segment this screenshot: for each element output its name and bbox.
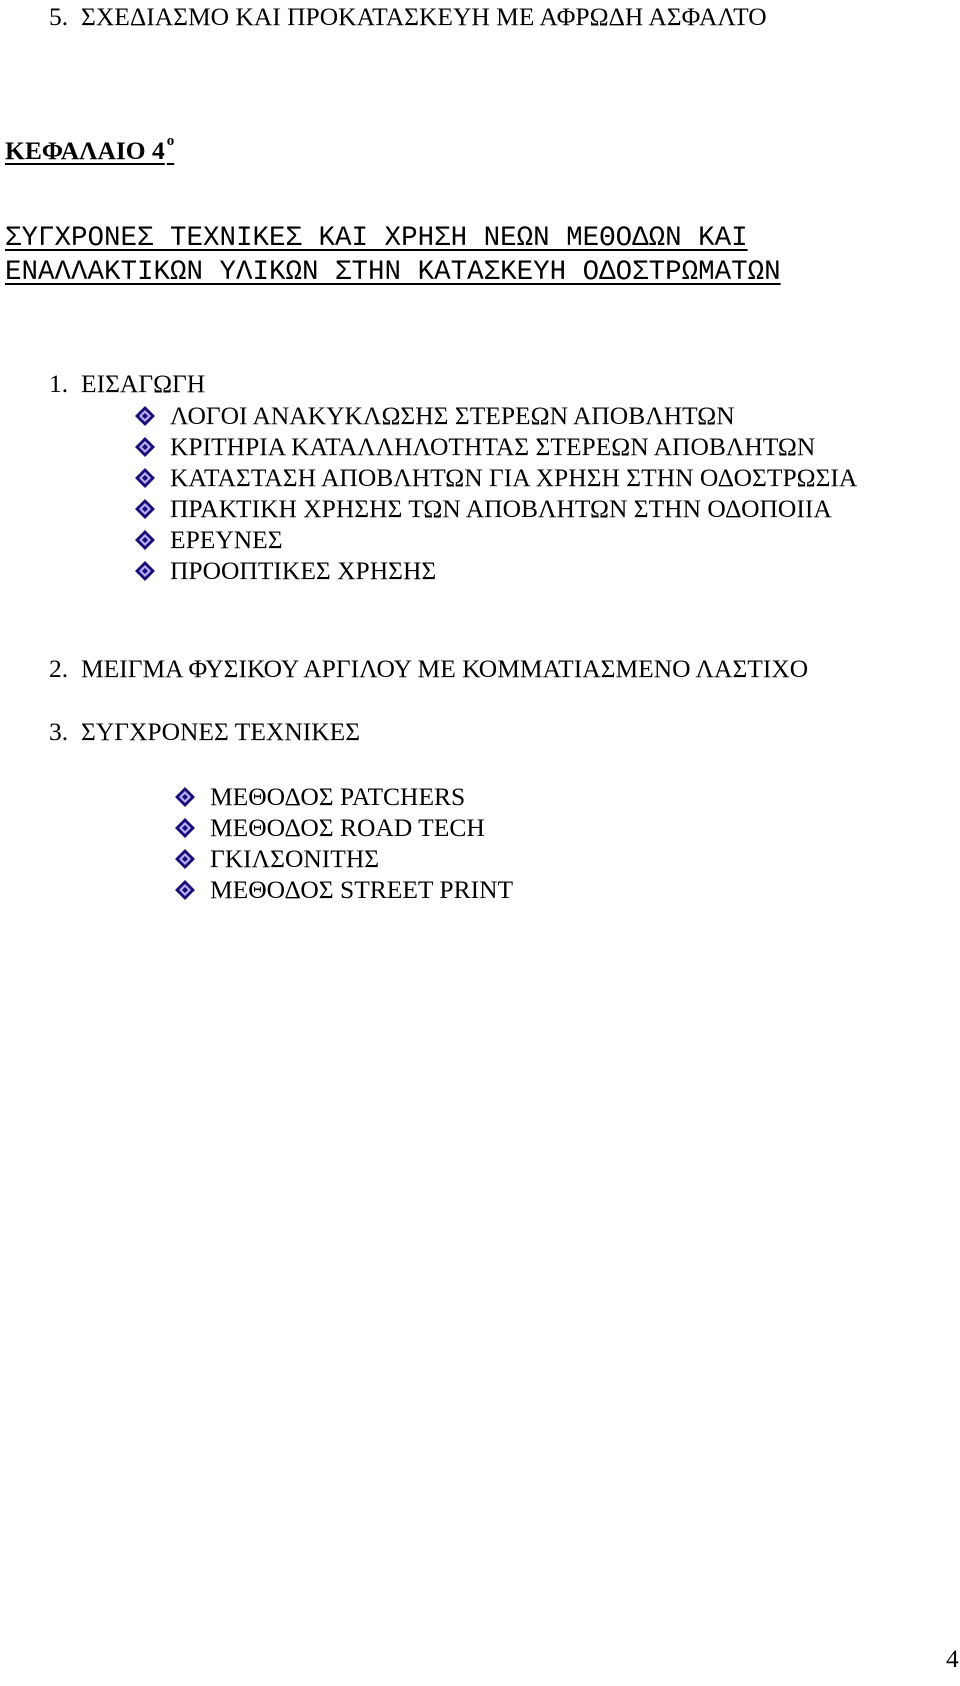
list-item	[174, 874, 513, 905]
section-1-heading	[49, 369, 205, 399]
list-item-text: ΛΟΓΟΙ ΑΝΑΚΥΚΛΩΣΗΣ ΣΤΕΡΕΩΝ ΑΠΟΒΛΗΤΩΝ	[170, 400, 735, 430]
diamond-bullet-icon	[174, 848, 196, 870]
previous-list-item	[49, 2, 767, 32]
list-item	[134, 462, 857, 493]
list-item-text: ΜΕΘΟΔΟΣ PATCHERS	[210, 781, 466, 811]
list-item	[134, 431, 857, 462]
list-item-text: ΚΡΙΤΗΡΙΑ ΚΑΤΑΛΛΗΛΟΤΗΤΑΣ ΣΤΕΡΕΩΝ ΑΠΟΒΛΗΤΩΝ	[170, 431, 816, 461]
list-item-text: ΜΕΘΟΔΟΣ STREET PRINT	[210, 874, 514, 904]
list-item-text: ΓΚΙΛΣΟΝΙΤΗΣ	[210, 843, 380, 873]
chapter-title-line-2: ΕΝΑΛΛΑΚΤΙΚΩΝ ΥΛΙΚΩΝ ΣΤΗΝ ΚΑΤΑΣΚΕΥΗ ΟΔΟΣΤΡΩΜΑΤΩΝ	[5, 257, 781, 288]
list-item-text: ΠΡΑΚΤΙΚΗ ΧΡΗΣΗΣ ΤΩΝ ΑΠΟΒΛΗΤΩΝ ΣΤΗΝ ΟΔΟΠΟΙΙΑ	[170, 493, 832, 523]
chapter-superscript: ο	[166, 133, 175, 149]
section-3-title: ΣΥΓΧΡΟΝΕΣ ΤΕΧΝΙΚΕΣ	[81, 717, 361, 746]
diamond-bullet-icon	[134, 560, 156, 582]
list-item-text: ΜΕΘΟΔΟΣ ROAD TECH	[210, 812, 485, 842]
list-item	[174, 843, 513, 874]
diamond-bullet-icon	[134, 529, 156, 551]
page-number: 4	[946, 1644, 959, 1673]
section-2-title: ΜΕΙΓΜΑ ΦΥΣΙΚΟΥ ΑΡΓΙΛΟΥ ΜΕ ΚΟΜΜΑΤΙΑΣΜΕΝΟ ΛΑΣΤΙΧΟ	[81, 654, 809, 683]
previous-list-item-number: 5.	[49, 2, 69, 31]
section-1-number: 1.	[49, 369, 69, 398]
list-item	[134, 493, 857, 524]
chapter-label: ΚΕΦΑΛΑΙΟ 4	[5, 136, 165, 165]
previous-list-item-text: ΣΧΕΔΙΑΣΜΟ ΚΑΙ ΠΡΟΚΑΤΑΣΚΕΥΗ ΜΕ ΑΦΡΩΔΗ ΑΣΦΑΛΤΟ	[81, 2, 767, 31]
section-3-number: 3.	[49, 717, 69, 746]
list-item-text: ΠΡΟΟΠΤΙΚΕΣ ΧΡΗΣΗΣ	[170, 555, 437, 585]
diamond-bullet-icon	[174, 879, 196, 901]
diamond-bullet-icon	[174, 786, 196, 808]
diamond-bullet-icon	[134, 405, 156, 427]
list-item-text: ΕΡΕΥΝΕΣ	[170, 524, 283, 554]
section-3-heading	[49, 717, 360, 747]
section-2-heading	[49, 654, 808, 684]
section-1-title: ΕΙΣΑΓΩΓΗ	[81, 369, 206, 398]
list-item	[174, 812, 513, 843]
list-item	[174, 781, 513, 812]
section-2-number: 2.	[49, 654, 69, 683]
diamond-bullet-icon	[134, 436, 156, 458]
section-1-list	[134, 400, 857, 586]
diamond-bullet-icon	[134, 467, 156, 489]
list-item	[134, 524, 857, 555]
chapter-title-line-1: ΣΥΓΧΡΟΝΕΣ ΤΕΧΝΙΚΕΣ ΚΑΙ ΧΡΗΣΗ ΝΕΩΝ ΜΕΘΟΔΩΝ ΚΑΙ	[5, 223, 748, 254]
list-item-text: ΚΑΤΑΣΤΑΣΗ ΑΠΟΒΛΗΤΩΝ ΓΙΑ ΧΡΗΣΗ ΣΤΗΝ ΟΔΟΣΤΡΩΣΙΑ	[170, 462, 858, 492]
section-3-list	[174, 781, 513, 905]
list-item	[134, 555, 857, 586]
diamond-bullet-icon	[134, 498, 156, 520]
chapter-heading	[5, 126, 174, 166]
diamond-bullet-icon	[174, 817, 196, 839]
list-item	[134, 400, 857, 431]
